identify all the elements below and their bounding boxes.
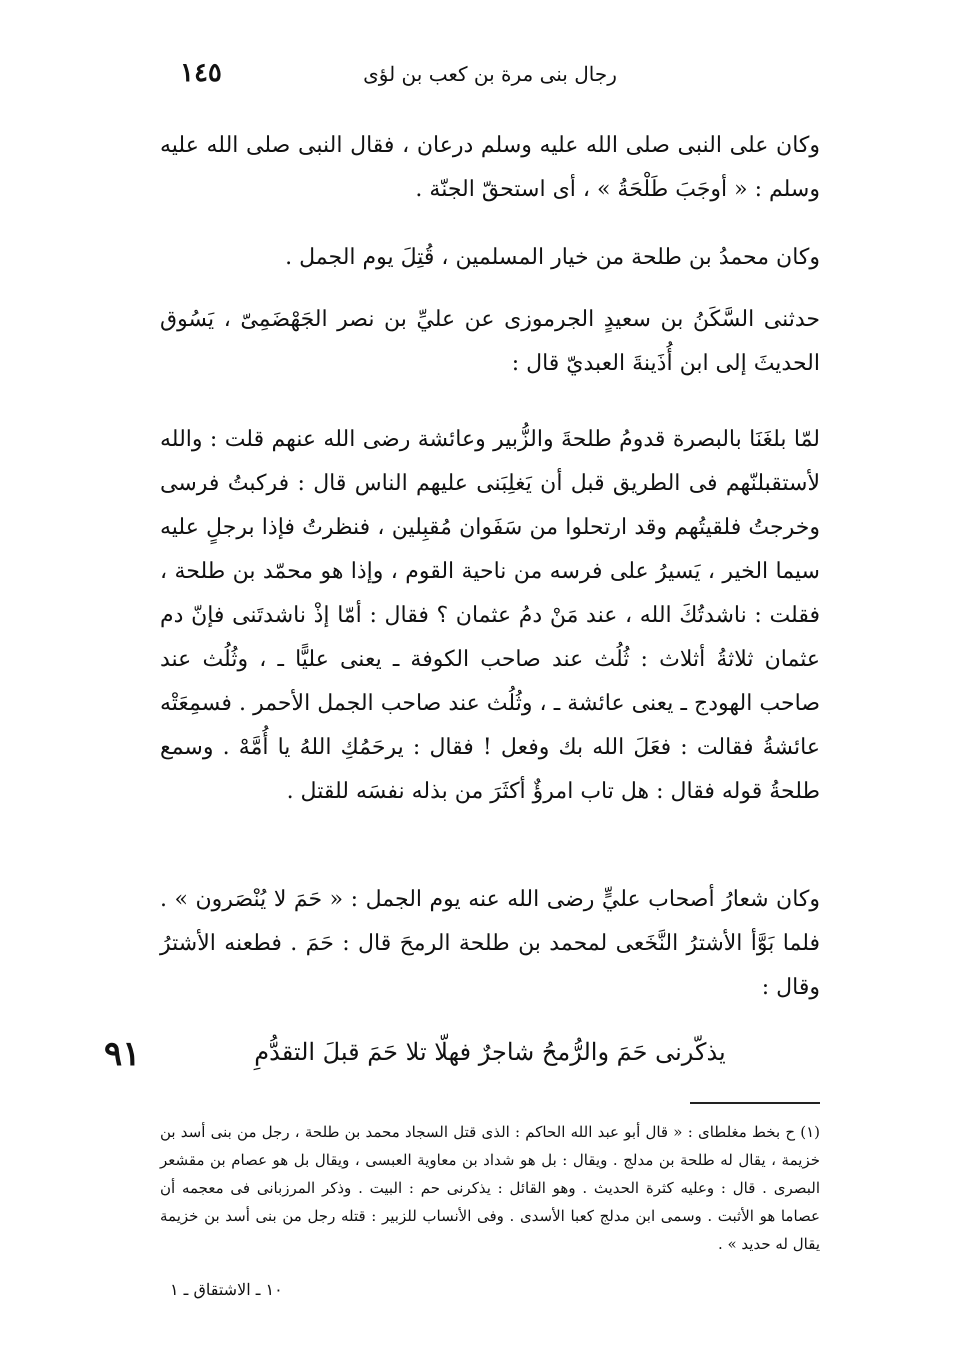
margin-number: ٩١ bbox=[104, 1034, 141, 1074]
paragraph: حدثنى السَّكَنُ بن سعيدٍ الجرموزى عن عليِّ بن نصر الجَهْضَمِىّ ، يَسُوق الحديثَ إلى ابن أُذَينةَ العبديّ قال : bbox=[160, 307, 820, 376]
printer-signature: ١٠ ـ الاشتقاق ـ ١ bbox=[170, 1280, 283, 1299]
poetry-verse: يذكّرنى حَمَ والرُّمحُ شاجرٌ فهلّا تلا حَمَ قبلَ التقدُّمِ bbox=[254, 1038, 726, 1066]
paragraph: وكان شعارُ أصحاب عليٍّ رضى الله عنه يوم الجمل : « حَمَ لا يُنْصَرون » . فلما بَوَّأ الأشترُ النَّخَعى لمحمد بن طلحة الرمحَ قال : حَمَ . فطعنه الأشترُ وقال : bbox=[160, 887, 820, 1000]
page-header bbox=[160, 58, 820, 98]
paragraph: وكان على النبى صلى الله عليه وسلم درعان ، فقال النبى صلى الله عليه وسلم : « أوجَبَ طَلْحَةُ » ، أى استحقّ الجنّة . bbox=[160, 133, 820, 202]
footnote-divider bbox=[690, 1102, 820, 1104]
paragraph: وكان محمدُ بن طلحة من خيار المسلمين ، قُتِلَ يوم الجمل . bbox=[285, 245, 820, 270]
running-title: رجال بنى مرة بن كعب بن لؤى bbox=[363, 62, 617, 86]
paragraph: لمّا بلغَنَا بالبصرة قدومُ طلحةَ والزُّبير وعائشة رضى الله عنهم قلت : والله لأستقبلنّهم فى الطريق قبل أن يَغلِبَنى عليهم الناس قال : فركبتُ فرسى وخرجتُ فلقيتُهم وقد ارتحلوا من سَفَوان مُقبِلين ، فنظرتُ فإذا برجلٍ عليه سيما الخير ، يَسيرُ على فرسه من ناحية القوم ، وإذا هو محمّد بن طلحة ، فقلت : ناشدتُكَ الله ، عند مَنْ دمُ عثمان ؟ فقال : أمّا إذْ ناشدتَنى فإنّ دم عثمان ثلاثةُ أثلاث : ثُلُث عند صاحب الكوفة ـ يعنى عليًّا ـ ، وثُلُث عند صاحب الهودج ـ يعنى عائشة ـ ، وثُلُث عند صاحب الجمل الأحمر . فسمِعَتْه عائشةُ فقالت : فعَلَ الله بك وفعل ! فقال : يرحَمُكِ اللهُ يا أُمَّهْ . وسمع طلحةُ قوله فقال : هل تاب امرؤٌ أكثَرَ من بذله نفسَه للقتل . bbox=[160, 427, 820, 804]
page-number: ١٤٥ bbox=[180, 58, 222, 88]
footnote: (١) ح بخط مغلطاى : « قال أبو عبد الله الحاكم : الذى قتل السجاد محمد بن طلحة ، رجل من بنى أسد بن خزيمة ، يقال له طلحة بن مدلج . ويقال : بل هو شداد بن معاوية العبسى ، ويقال بل هو عصام بن مقشعر البصرى . قال : وعليه كثرة الحديث . وهو القائل : يذكرنى حم : البيت . وذكر المرزبانى فى معجمه أن عصاما هو الأثبت . وسمى ابن مدلج كعبا الأسدى . وفى الأنساب للزبير : قتله رجل من بنى أسد بن خزيمة يقال له حديد » . bbox=[160, 1123, 820, 1253]
